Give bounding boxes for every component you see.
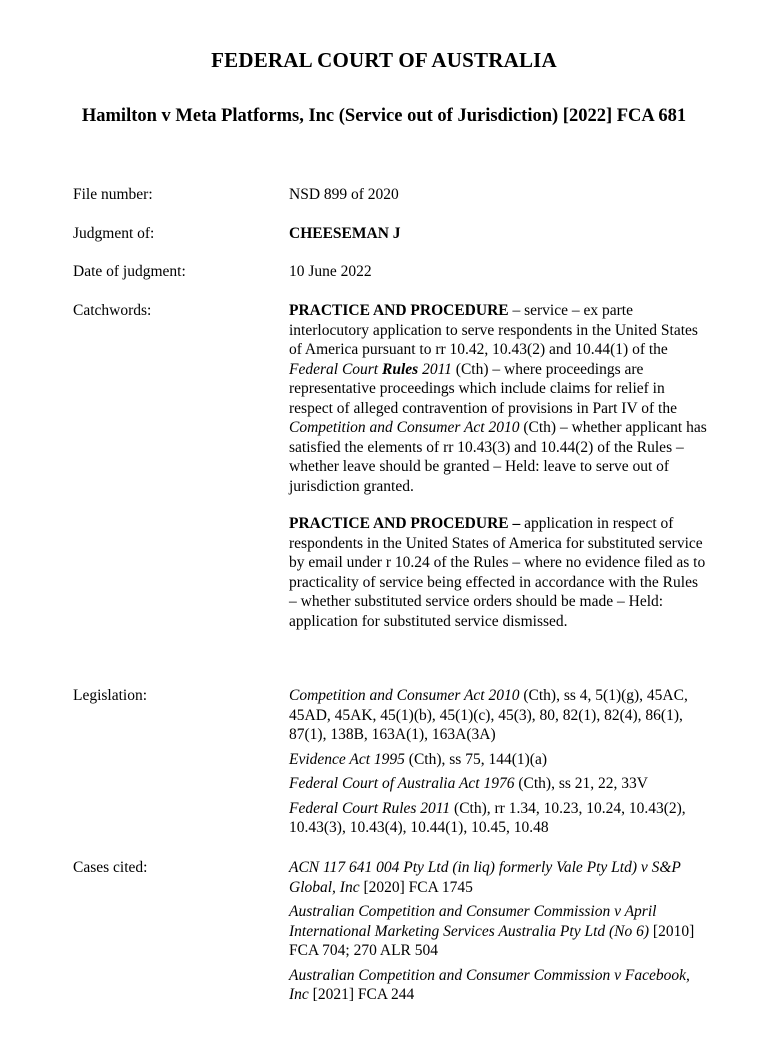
- case-citation: [2010] FCA 704; 270 ALR 504: [289, 922, 695, 959]
- field-label: Catchwords:: [73, 302, 152, 319]
- legislation-item: [289, 774, 707, 794]
- catchwords-text: (Cth) – where proceedings are representative proceedings which include claims for relief in respect of alleged contravention of provisions in Part IV of the: [289, 360, 677, 417]
- catchwords-heading: PRACTICE AND PROCEDURE –: [289, 515, 521, 532]
- field-value: [289, 301, 707, 631]
- case-title: Hamilton v Meta Platforms, Inc (Service out of Jurisdiction) [2022] FCA 681: [81, 106, 687, 126]
- field-value: [289, 686, 707, 843]
- case-item: [289, 966, 707, 1005]
- legislation-title: Evidence Act 1995: [289, 750, 405, 768]
- catchwords-text: – service – ex parte interlocutory application to serve respondents in the United States of America pursuant to rr 10.42, 10.43(2) and 10.44(1) of the: [289, 302, 698, 358]
- field-value: NSD 899 of 2020: [289, 186, 399, 203]
- catchwords-paragraph: [289, 301, 707, 496]
- field-label: Date of judgment:: [73, 263, 186, 280]
- field-value: 10 June 2022: [289, 263, 372, 280]
- legislation-title: Federal Court of Australia Act 1976: [289, 775, 515, 792]
- catchwords-paragraph: [289, 514, 707, 631]
- legislation-sections: (Cth), ss 75, 144(1)(a): [404, 750, 547, 768]
- field-label: Legislation:: [73, 687, 148, 704]
- legislation-sections: (Cth), ss 21, 22, 33V: [514, 775, 648, 792]
- legislation-item: [289, 750, 707, 770]
- field-label: Cases cited:: [73, 859, 148, 876]
- catchwords-bold-italic: Rules: [382, 360, 419, 378]
- legislation-item: [289, 686, 707, 745]
- field-label: Judgment of:: [73, 225, 155, 242]
- legislation-sections: (Cth), rr 1.34, 10.23, 10.24, 10.43(2), 10.43(3), 10.43(4), 10.44(1), 10.45, 10.48: [289, 799, 686, 836]
- catchwords-italic: 2011: [418, 360, 452, 378]
- field-value: [289, 858, 707, 1010]
- catchwords-heading: PRACTICE AND PROCEDURE: [289, 302, 509, 319]
- case-name: ACN 117 641 004 Pty Ltd (in liq) formerly Vale Pty Ltd) v S&P Global, Inc: [289, 859, 681, 896]
- case-name: Australian Competition and Consumer Commission v Facebook, Inc: [289, 966, 690, 1003]
- case-name: Australian Competition and Consumer Commission v April International Marketing Services Australia Pty Ltd (No 6): [289, 903, 657, 940]
- legislation-sections: (Cth), ss 4, 5(1)(g), 45AC, 45AD, 45AK, 45(1)(b), 45(1)(c), 45(3), 80, 82(1), 82(4), 86(1), 87(1), 138B, 163A(1), 163A(3A): [289, 687, 688, 743]
- case-item: [289, 902, 707, 961]
- catchwords-text: (Cth) – whether applicant has satisfied the elements of rr 10.43(3) and 10.44(2) of the Rules – whether leave should be granted – Held: leave to serve out of jurisdiction granted.: [289, 419, 707, 495]
- catchwords-italic: Federal Court: [289, 360, 382, 378]
- case-citation: [2020] FCA 1745: [359, 878, 473, 896]
- catchwords-text: application in respect of respondents in the United States of America for substituted service by email under r 10.24 of the Rules – where no evidence filed as to practicality of service being effected in accordance with the Rules – whether substituted service orders should be made – Held: application for substituted service dismissed.: [289, 515, 706, 630]
- judge-name: CHEESEMAN J: [289, 225, 401, 242]
- legislation-title: Federal Court Rules 2011: [289, 799, 451, 817]
- legislation-item: [289, 799, 707, 838]
- case-item: [289, 858, 707, 897]
- case-citation: [2021] FCA 244: [308, 986, 415, 1003]
- field-value: [289, 224, 707, 244]
- catchwords-italic: Competition and Consumer Act 2010: [289, 419, 520, 436]
- field-label: File number:: [73, 186, 153, 203]
- court-name: FEDERAL COURT OF AUSTRALIA: [211, 48, 557, 72]
- legislation-title: Competition and Consumer Act 2010: [289, 687, 520, 704]
